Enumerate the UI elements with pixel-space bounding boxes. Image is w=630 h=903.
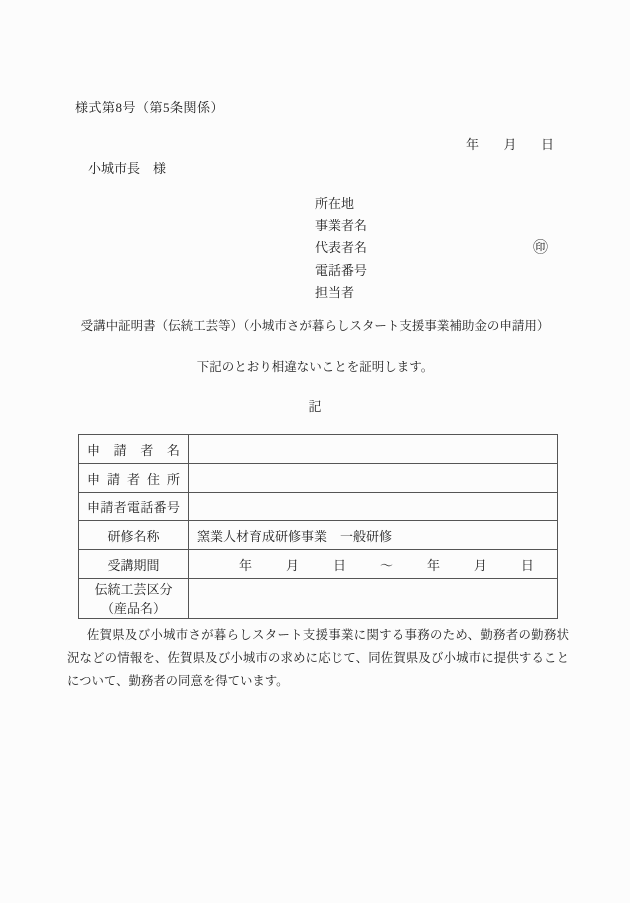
sender-block [315, 193, 367, 304]
row-value [189, 464, 558, 493]
row-label [79, 579, 189, 619]
craft-category-label-line1: 伝統工芸区分 [94, 581, 173, 597]
period-start-day-label: 日 [332, 557, 346, 573]
table-row-training-name [79, 521, 558, 550]
table-row-applicant-name [79, 435, 558, 464]
period-end-day-label: 日 [520, 557, 534, 573]
table-row-applicant-address [79, 464, 558, 493]
ki-marker: 記 [308, 399, 322, 414]
period-tilde: ～ [379, 557, 393, 573]
row-value [189, 493, 558, 521]
period-end-year-label: 年 [426, 557, 440, 573]
row-label: 研修名称 [79, 521, 189, 550]
table-row-training-period [79, 550, 558, 579]
training-period-fields [239, 555, 534, 574]
sender-contact-person-label: 担当者 [315, 284, 355, 300]
date-line [466, 134, 554, 153]
sender-address-label: 所在地 [315, 196, 355, 211]
row-label: 申請者電話番号 [79, 493, 189, 521]
row-label: 受講期間 [79, 550, 189, 579]
row-value [189, 579, 558, 619]
certify-statement: 下記のとおり相違ないことを証明します。 [196, 360, 434, 374]
period-end-month-label: 月 [473, 557, 487, 573]
document-title: 受講中証明書（伝統工芸等）（小城市さが暮らしスタート支援事業補助金の申請用） [80, 319, 550, 333]
table-row-craft-category [79, 579, 558, 619]
sender-business-name-label: 事業者名 [315, 218, 368, 234]
sender-phone-label: 電話番号 [315, 262, 368, 278]
date-year-label: 年 [466, 137, 480, 152]
footer-note: 佐賀県及び小城市さが暮らしスタート支援事業に関する事務のため、勤務者の勤務状況などの情報を、佐賀県及び小城市の求めに応じて、同佐賀県及び小城市に提供することについて、勤務者の同意を得ています。 [67, 628, 569, 688]
row-value [189, 550, 558, 579]
row-value [189, 435, 558, 464]
row-value: 窯業人材育成研修事業 一般研修 [189, 521, 558, 550]
period-start-year-label: 年 [239, 557, 253, 573]
form-number: 様式第8号（第5条関係） [75, 100, 225, 115]
date-day-label: 日 [540, 137, 554, 152]
date-month-label: 月 [503, 137, 517, 152]
certificate-table [78, 434, 558, 619]
addressee: 小城市長 様 [88, 161, 167, 176]
row-label: 申請者名 [79, 435, 189, 464]
sender-representative-label: 代表者名 [315, 240, 368, 256]
period-start-month-label: 月 [285, 557, 299, 573]
craft-category-label-line2: （産品名） [100, 600, 166, 616]
row-label: 申請者住所 [79, 464, 189, 493]
seal-icon: ㊞ [533, 240, 549, 256]
table-row-applicant-phone [79, 493, 558, 521]
